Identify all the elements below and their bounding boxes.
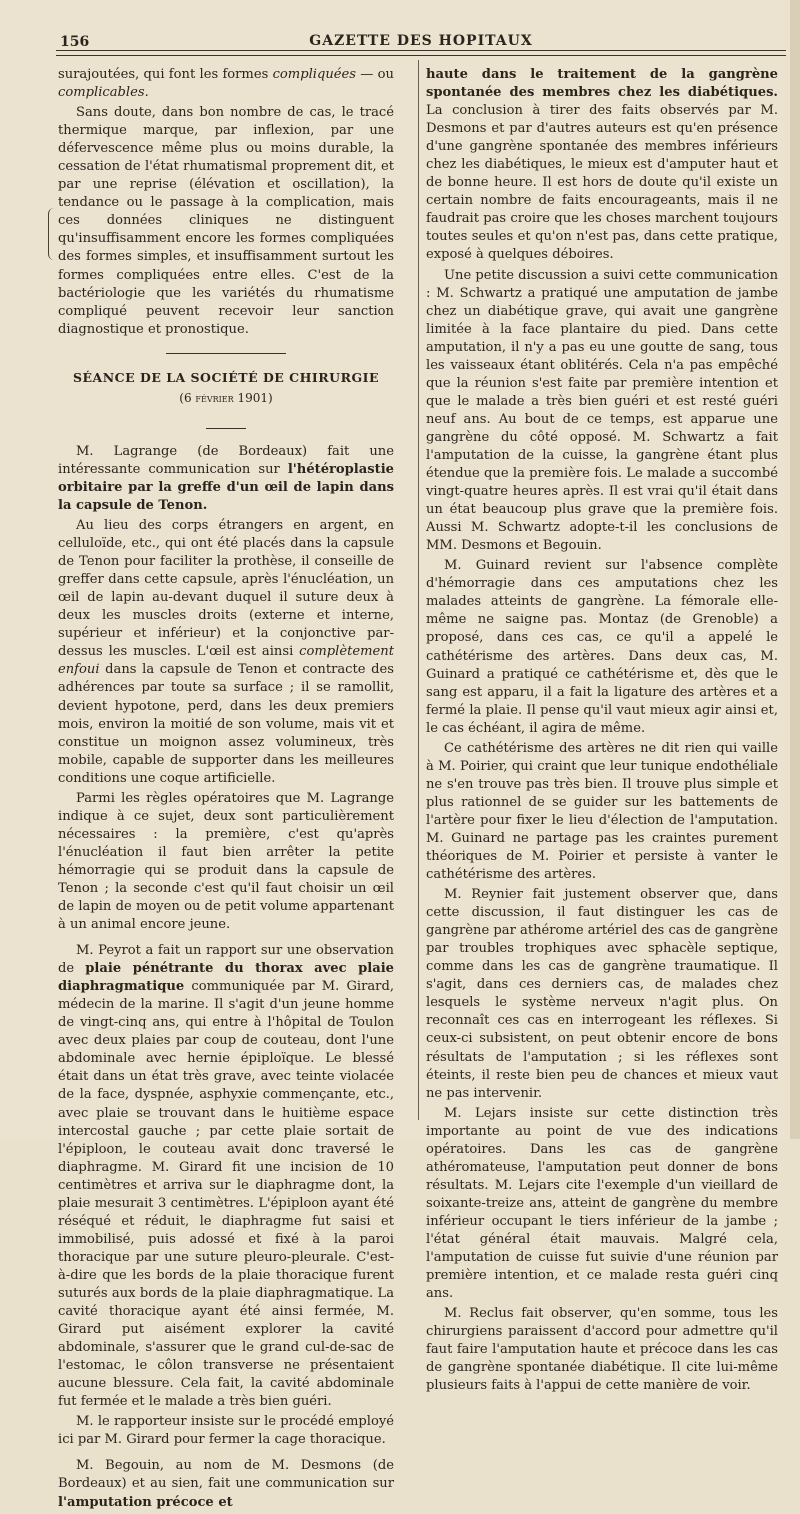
paragraph: M. Lagrange (de Bordeaux) fait une intéressante communication sur l'hétéroplastie orbitaire par la greffe d'un œil de lapin dans la capsule de Tenon. [58, 443, 394, 513]
paragraph: M. Reynier fait justement observer que, dans cette discussion, il faut distinguer les cas de gangrène par athérome artériel des cas de gangrène par troubles trophiques avec sphacèle septique, comme dans les cas de gangrène traumatique. Il s'agit, dans ces derniers cas, de malades chez lesquels le système nerveux n'agit plus. On reconnaît ces cas en interrogeant les réflexes. Si ceux-ci subsistent, on peut obtenir encore de bons résultats de l'amputation ; si les réflexes sont éteints, il reste bien peu de chances et mieux vaut ne pas intervenir. [426, 887, 778, 1101]
paragraph: M. Lejars insiste sur cette distinction très importante au point de vue des indications opératoires. Dans les cas de gangrène athéromateuse, l'amputation peut donner de bons résultats. M. Lejars cite l'exemple d'un vieillard de soixante-treize ans, atteint de gangrène du membre inférieur occupant le tiers inférieur de la jambe ; l'état général était mauvais. Malgré cela, l'amputation de cuisse fut suivie d'une réunion par première intention, et ce malade resta guéri cinq ans. [426, 1105, 778, 1302]
paragraph: M. Guinard revient sur l'absence complète d'hémorragie dans ces amputations chez les malades atteints de gangrène. La fémorale elle-même ne saigne pas. Montaz (de Grenoble) a proposé, dans ces cas, ce qu'il a appelé le cathétérisme des artères. Dans deux cas, M. Guinard a pratiqué ce cathétérisme et, dès que le sang est apparu, il a fait la ligature des artères et a fermé la plaie. Il pense qu'il vaut mieux agir ainsi et, le cas échéant, il agira de même. [426, 558, 778, 736]
left-column [58, 66, 394, 1514]
paragraph: M. le rapporteur insiste sur le procédé employé ici par M. Girard pour fermer la cage thoracique. [58, 1414, 394, 1448]
page-edge [790, 0, 800, 1139]
page-header [56, 30, 786, 52]
column-divider [418, 60, 419, 1120]
paragraph: M. Peyrot a fait un rapport sur une observation de plaie pénétrante du thorax avec plaie diaphragmatique communiquée par M. Girard, médecin de la marine. Il s'agit d'un jeune homme de vingt-cinq ans, qui entre à l'hôpital de Toulon avec deux plaies par coup de couteau, dont l'une abdominale avec hernie épiploïque. Le blessé était dans un état très grave, avec teinte violacée de la face, dyspnée, asphyxie commençante, etc., avec plaie se trouvant dans le huitième espace intercostal gauche ; par cette plaie sortait de l'épiploon, le couteau avait donc traversé le diaphragme. M. Girard fit une incision de 10 centimètres et arriva sur le diaphragme dont, la plaie mesurait 3 centimètres. L'épiploon ayant été réséqué et réduit, le diaphragme fut saisi et immobilisé, puis adossé et fixé à la paroi thoracique par une suture pleuro-pleurale. C'est-à-dire que les bords de la plaie thoracique furent suturés aux bords de la plaie diaphragmatique. La cavité thoracique ayant été ainsi fermée, M. Girard put aisément explorer la cavité abdominale, s'assurer que le grand cul-de-sac de l'estomac, le côlon transverse ne présentaient aucune blessure. Cela fait, la cavité abdominale fut fermée et le malade a très bien guéri. [58, 943, 395, 1410]
section-title: SÉANCE DE LA SOCIÉTÉ DE CHIRURGIE [72, 369, 380, 385]
paragraph: Parmi les règles opératoires que M. Lagrange indique à ce sujet, deux sont particulièrement nécessaires : la première, c'est qu'après l'énucléation il faut bien arrêter la petite hémorragie qui se produit dans la capsule de Tenon ; la seconde c'est qu'il faut choisir un œil de lapin de moyen ou de petit volume appartenant à un animal encore jeune. [58, 790, 394, 933]
paragraph: haute dans le traitement de la gangrène spontanée des membres chez les diabétiques. La conclusion à tirer des faits observés par M. Desmons et par d'autres auteurs est qu'en présence d'une gangrène spontanée des membres inférieurs chez les diabétiques, le mieux est d'amputer haut et de bonne heure. Il est hors de doute qu'il existe un certain nombre de faits encourageants, mais il ne faudrait pas croire que les choses marchent toujours toutes seules et qu'on n'est pas, dans cette pratique, exposé à quelques déboires. [426, 67, 778, 263]
paragraph: Au lieu des corps étrangers en argent, en celluloïde, etc., qui ont été placés dans la capsule de Tenon pour faciliter la prothèse, il conseille de greffer dans cette capsule, après l'énucléation, un œil de lapin au-devant duquel il suture deux à deux les muscles droits (externe et interne, supérieur et inférieur) et la conjonctive par-dessus les muscles. L'œil est ainsi complètement enfoui dans la capsule de Tenon et contracte des adhérences par toute sa surface ; il se ramollit, devient hypotone, perd, dans les deux premiers mois, environ la moitié de son volume, mais vit et constitue un moignon assez volumineux, très mobile, capable de supporter dans les meilleures conditions une coque artificielle. [58, 518, 394, 786]
right-column [426, 66, 778, 1397]
paragraph: Une petite discussion a suivi cette communication : M. Schwartz a pratiqué une amputation de jambe chez un diabétique grave, qui avait une gangrène limitée à la face plantaire du pied. Dans cette amputation, il n'y a pas eu une goutte de sang, tous les vaisseaux étant oblitérés. Cela n'a pas empêché que la réunion s'est faite par première intention et que le malade a très bien guéri et est resté guéri neuf ans. Au bout de ce temps, est apparue une gangrène du côté opposé. M. Schwartz a fait l'amputation de la cuisse, la gangrène étant plus étendue que la première fois. Le malade a succombé vingt-quatre heures après. Il est vrai qu'il était dans un état beaucoup plus grave que la première fois. Aussi M. Schwartz adopte-t-il les conclusions de MM. Desmons et Begouin. [426, 267, 778, 554]
paragraph: Ce cathétérisme des artères ne dit rien qui vaille à M. Poirier, qui craint que leur tunique endothéliale ne s'en trouve pas très bien. Il trouve plus simple et plus rationnel de se guider sur les battements de l'artère pour fixer le lieu d'élection de l'amputation. M. Guinard ne partage pas les craintes purement théoriques de M. Poirier et persiste à vanter le cathétérisme des artères. [426, 740, 778, 883]
paragraph: M. Reclus fait observer, qu'en somme, tous les chirurgiens paraissent d'accord pour admettre qu'il faut faire l'amputation haute et précoce dans les cas de gangrène spontanée diabétique. Il cite lui-même plusieurs faits à l'appui de cette manière de voir. [426, 1306, 778, 1394]
paragraph: M. Begouin, au nom de M. Desmons (de Bordeaux) et au sien, fait une communication sur l'amputation précoce et [58, 1458, 394, 1510]
page-number: 156 [60, 34, 90, 50]
paragraph: Sans doute, dans bon nombre de cas, le tracé thermique marque, par inflexion, par une défervescence même plus ou moins durable, la cessation de l'état rhumatismal proprement dit, et par une reprise (élévation et oscillation), la tendance ou le passage à la complication, mais ces données cliniques ne distinguent qu'insuffisamment encore les formes compliquées des formes simples, et insuffisamment surtout les formes compliquées entre elles. C'est de la bactériologie que les variétés du rhumatisme compliqué peuvent recevoir leur sanction diagnostique et pronostique. [58, 105, 394, 337]
paragraph: surajoutées, qui font les formes compliquées — ou complicables. [58, 67, 394, 101]
ornament-rule [58, 345, 394, 355]
section-date: (6 février 1901) [179, 390, 273, 405]
margin-bracket [48, 208, 55, 260]
header-rule [56, 50, 786, 51]
header-rule-thin [56, 55, 786, 56]
short-rule [58, 417, 394, 435]
journal-title: GAZETTE DES HOPITAUX [309, 33, 533, 49]
